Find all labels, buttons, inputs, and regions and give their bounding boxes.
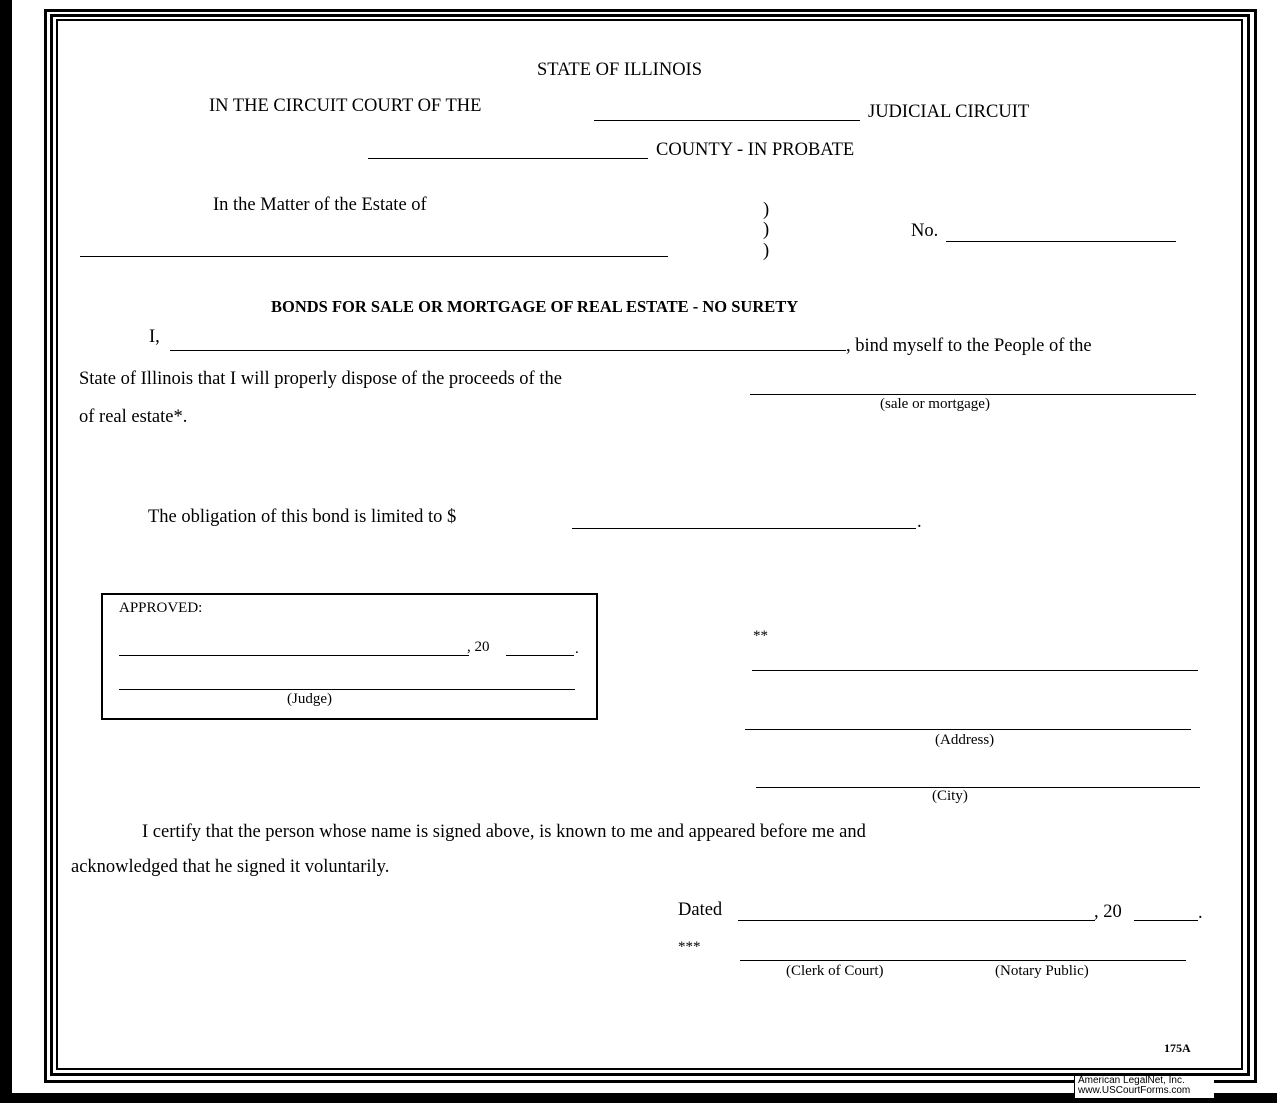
dated-year-label: , 20 (1094, 902, 1122, 922)
signature-marker: ** (753, 628, 768, 644)
form-number: 175A (1164, 1041, 1191, 1055)
sale-caption: (sale or mortgage) (880, 396, 990, 412)
approval-year-label: , 20 (467, 639, 490, 655)
sale-or-mortgage-blank (750, 394, 1196, 395)
principal-name-blank (170, 350, 846, 351)
county-blank (368, 158, 648, 159)
address-caption: (Address) (935, 732, 995, 748)
i-label: I, (149, 327, 160, 347)
amount-period: . (917, 512, 922, 532)
form-title: BONDS FOR SALE OR MORTGAGE OF REAL ESTATE - NO SURETY (271, 297, 799, 316)
publisher-url[interactable]: www.USCourtForms.com (1078, 1085, 1191, 1096)
dated-dot: . (1198, 903, 1203, 923)
approved-label: APPROVED: (119, 600, 203, 616)
caption-paren: ) (763, 220, 770, 240)
circuit-blank (594, 120, 860, 121)
clerk-caption: (Clerk of Court) (786, 963, 884, 979)
judge-caption: (Judge) (287, 691, 332, 707)
scan-edge-left (0, 0, 12, 1103)
amount-blank (572, 528, 916, 529)
obligation-text: The obligation of this bond is limited to $ (148, 507, 457, 527)
court-prefix: IN THE CIRCUIT COURT OF THE (209, 96, 482, 116)
city-caption: (City) (932, 788, 968, 804)
case-number-blank (946, 241, 1176, 242)
certification-line-1: I certify that the person whose name is signed above, is known to me and appeared before me and (142, 822, 866, 842)
caption-paren: ) (763, 241, 770, 261)
inner-border (56, 19, 1243, 1070)
clerk-signature-blank (740, 960, 1186, 961)
caption-paren: ) (763, 200, 770, 220)
judge-signature-blank (119, 689, 575, 690)
certification-line-2: acknowledged that he signed it voluntarily. (71, 857, 390, 877)
case-number-label: No. (911, 221, 939, 241)
body-line-3: of real estate*. (79, 407, 188, 427)
bind-text: , bind myself to the People of the (846, 336, 1092, 356)
court-suffix: JUDICIAL CIRCUIT (868, 102, 1030, 122)
estate-name-blank (80, 256, 668, 257)
dated-year-blank (1134, 920, 1198, 921)
body-line-2: State of Illinois that I will properly dispose of the proceeds of the (79, 369, 562, 389)
notary-caption: (Notary Public) (995, 963, 1089, 979)
state-heading: STATE OF ILLINOIS (537, 60, 703, 80)
approved-box (101, 593, 598, 720)
city-blank (756, 787, 1200, 788)
dated-blank (738, 920, 1095, 921)
approval-dot: . (575, 641, 579, 657)
approval-year-blank (506, 655, 574, 656)
dated-label: Dated (678, 900, 723, 920)
approval-date-blank (119, 655, 469, 656)
clerk-marker: *** (678, 939, 701, 955)
publisher-credit (1074, 1076, 1214, 1098)
address-blank (745, 729, 1191, 730)
county-label: COUNTY - IN PROBATE (656, 140, 855, 160)
publisher-name: American LegalNet, Inc. (1078, 1075, 1185, 1086)
matter-label: In the Matter of the Estate of (213, 195, 427, 215)
signature-blank (752, 670, 1198, 671)
